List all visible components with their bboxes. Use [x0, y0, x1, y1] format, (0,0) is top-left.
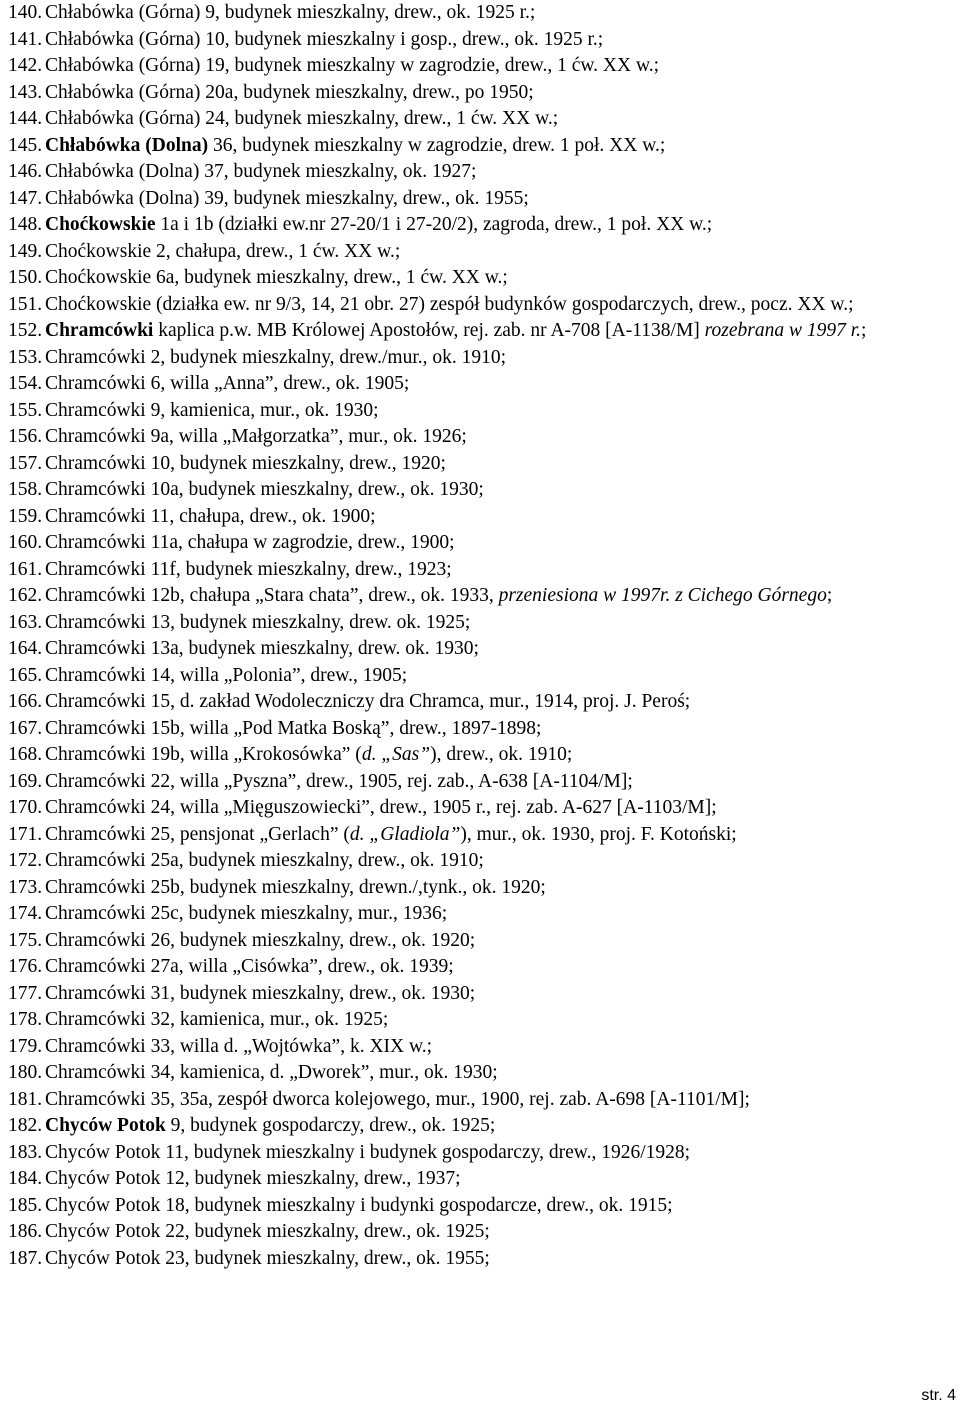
item-number: 160. [8, 532, 43, 553]
item-number: 186. [8, 1221, 43, 1242]
list-item [8, 1193, 958, 1220]
item-text: Chramcówki 2, budynek mieszkalny, drew./mur., ok. 1910; [45, 346, 507, 368]
item-text: Chramcówki 31, budynek mieszkalny, drew., ok. 1930; [45, 982, 476, 1004]
item-text: Choćkowskie 2, chałupa, drew., 1 ćw. XX w.; [45, 240, 401, 262]
item-number: 172. [8, 850, 43, 871]
item-text: ), mur., ok. 1930, proj. F. Kotoński; [460, 823, 737, 845]
item-text: Chramcówki 22, willa „Pyszna”, drew., 1905, rej. zab., A-638 [A-1104/M]; [45, 770, 633, 792]
entry-list [8, 0, 958, 1272]
list-item [8, 530, 958, 557]
list-item [8, 159, 958, 186]
list-item [8, 398, 958, 425]
item-number: 185. [8, 1194, 43, 1216]
item-text: Chramcówki 13a, budynek mieszkalny, drew. ok. 1930; [45, 638, 479, 659]
item-number: 148. [8, 214, 43, 235]
item-text: Chramcówki 35, 35a, zespół dworca kolejowego, mur., 1900, rej. zab. A-698 [A-1101/M]; [45, 1088, 750, 1110]
item-text: Chłabówka (Górna) 10, budynek mieszkalny i gosp., drew., ok. 1925 r.; [45, 28, 604, 50]
item-text: Chramcówki 32, kamienica, mur., ok. 1925; [45, 1009, 389, 1030]
list-item [8, 265, 958, 292]
item-text: Chyców Potok 22, budynek mieszkalny, drew., ok. 1925; [45, 1221, 490, 1242]
item-number: 162. [8, 585, 43, 606]
list-item [8, 954, 958, 981]
list-item [8, 477, 958, 504]
item-text: Chramcówki 12b, chałupa „Stara chata”, drew., ok. 1933, [45, 585, 499, 606]
item-number: 173. [8, 876, 43, 898]
item-number: 154. [8, 373, 43, 394]
list-item [8, 742, 958, 769]
list-item [8, 239, 958, 266]
list-item [8, 292, 958, 319]
item-number: 169. [8, 770, 43, 792]
item-text: Chramcówki 6, willa „Anna”, drew., ok. 1905; [45, 373, 410, 394]
item-text: Chramcówki 13, budynek mieszkalny, drew. ok. 1925; [45, 611, 471, 633]
item-text: Chyców Potok 18, budynek mieszkalny i budynki gospodarcze, drew., ok. 1915; [45, 1194, 673, 1216]
list-item [8, 1246, 958, 1273]
list-item [8, 663, 958, 690]
list-item [8, 27, 958, 54]
list-item [8, 636, 958, 663]
item-number: 143. [8, 81, 43, 103]
list-item [8, 212, 958, 239]
list-item [8, 901, 958, 928]
item-number: 178. [8, 1009, 43, 1030]
list-item [8, 928, 958, 955]
list-item [8, 133, 958, 160]
list-item [8, 1166, 958, 1193]
list-item [8, 345, 958, 372]
item-number: 167. [8, 717, 43, 739]
item-text: Chramcówki 33, willa d. „Wojtówka”, k. XIX w.; [45, 1035, 433, 1057]
item-heading: Chramcówki [45, 320, 154, 341]
item-number: 145. [8, 134, 43, 156]
item-text: Chramcówki 27a, willa „Cisówka”, drew., ok. 1939; [45, 956, 454, 977]
item-number: 166. [8, 691, 43, 712]
item-text: 9, budynek gospodarczy, drew., ok. 1925; [165, 1115, 496, 1136]
item-number: 140. [8, 2, 43, 23]
item-text: Chramcówki 19b, willa „Krokosówka” ( [45, 744, 362, 765]
list-item [8, 1060, 958, 1087]
list-item [8, 610, 958, 637]
item-text: Choćkowskie 6a, budynek mieszkalny, drew., 1 ćw. XX w.; [45, 267, 508, 288]
item-text: Chramcówki 24, willa „Mięguszowiecki”, drew., 1905 r., rej. zab. A-627 [A-1103/M]; [45, 797, 717, 818]
item-note: d. „Sas” [361, 744, 431, 765]
item-heading: Chyców Potok [45, 1115, 166, 1136]
list-item [8, 769, 958, 796]
item-number: 157. [8, 452, 43, 474]
item-heading: Chłabówka (Dolna) [45, 134, 209, 156]
item-text: Chłabówka (Górna) 24, budynek mieszkalny, drew., 1 ćw. XX w.; [45, 108, 559, 129]
item-number: 174. [8, 903, 43, 924]
item-number: 182. [8, 1115, 43, 1136]
item-text: Chramcówki 25b, budynek mieszkalny, drewn./,tynk., ok. 1920; [45, 876, 546, 898]
item-number: 161. [8, 558, 43, 580]
item-text: 36, budynek mieszkalny w zagrodzie, drew. 1 poł. XX w.; [208, 134, 666, 156]
list-item [8, 1113, 958, 1140]
list-item [8, 106, 958, 133]
item-text: Chramcówki 11, chałupa, drew., ok. 1900; [45, 505, 376, 527]
item-text: Chramcówki 14, willa „Polonia”, drew., 1905; [45, 664, 408, 686]
item-number: 150. [8, 267, 43, 288]
item-number: 151. [8, 293, 43, 315]
list-item [8, 689, 958, 716]
item-number: 159. [8, 505, 43, 527]
item-text: Chłabówka (Górna) 9, budynek mieszkalny, drew., ok. 1925 r.; [45, 2, 536, 23]
list-item [8, 1034, 958, 1061]
item-text: Chramcówki 11a, chałupa w zagrodzie, drew., 1900; [45, 532, 455, 553]
item-text: ; [861, 320, 867, 341]
item-number: 146. [8, 161, 43, 182]
list-item [8, 53, 958, 80]
list-item [8, 716, 958, 743]
list-item [8, 1007, 958, 1034]
list-item [8, 981, 958, 1008]
list-item [8, 0, 958, 27]
item-number: 179. [8, 1035, 43, 1057]
item-text: Chramcówki 11f, budynek mieszkalny, drew., 1923; [45, 558, 452, 580]
item-text: Chyców Potok 23, budynek mieszkalny, drew., ok. 1955; [45, 1247, 490, 1269]
item-number: 155. [8, 399, 43, 421]
item-text: Chyców Potok 12, budynek mieszkalny, drew., 1937; [45, 1168, 461, 1189]
item-number: 164. [8, 638, 43, 659]
item-number: 165. [8, 664, 43, 686]
item-number: 177. [8, 982, 43, 1004]
list-item [8, 451, 958, 478]
list-item [8, 80, 958, 107]
item-number: 149. [8, 240, 43, 262]
item-text: Chłabówka (Górna) 19, budynek mieszkalny w zagrodzie, drew., 1 ćw. XX w.; [45, 55, 660, 76]
item-text: Choćkowskie (działka ew. nr 9/3, 14, 21 obr. 27) zespół budynków gospodarczych, drew., pocz. XX w.; [45, 293, 854, 315]
list-item [8, 371, 958, 398]
item-text: Chramcówki 9, kamienica, mur., ok. 1930; [45, 399, 379, 421]
list-item [8, 504, 958, 531]
item-note: d. „Gladiola” [349, 823, 461, 845]
item-heading: Choćkowskie [45, 214, 156, 235]
list-item [8, 822, 958, 849]
list-item [8, 186, 958, 213]
list-item [8, 318, 958, 345]
item-text: Chramcówki 10, budynek mieszkalny, drew., 1920; [45, 452, 446, 474]
page-number: str. 4 [921, 1387, 956, 1404]
item-number: 156. [8, 426, 43, 447]
item-text: Chramcówki 10a, budynek mieszkalny, drew., ok. 1930; [45, 479, 484, 500]
item-number: 180. [8, 1062, 43, 1083]
item-number: 163. [8, 611, 43, 633]
item-note: przeniesiona w 1997r. z Cichego Górnego [498, 585, 827, 606]
item-number: 158. [8, 479, 43, 500]
item-number: 183. [8, 1141, 43, 1163]
list-item [8, 1219, 958, 1246]
item-text: Chramcówki 34, kamienica, d. „Dworek”, mur., ok. 1930; [45, 1062, 498, 1083]
item-text: Chramcówki 25a, budynek mieszkalny, drew., ok. 1910; [45, 850, 484, 871]
item-number: 187. [8, 1247, 43, 1269]
item-text: Chłabówka (Dolna) 37, budynek mieszkalny, ok. 1927; [45, 161, 477, 182]
item-text: 1a i 1b (działki ew.nr 27-20/1 i 27-20/2), zagroda, drew., 1 poł. XX w.; [155, 214, 713, 235]
item-text: Chramcówki 26, budynek mieszkalny, drew., ok. 1920; [45, 929, 476, 951]
item-number: 175. [8, 929, 43, 951]
item-note: rozebrana w 1997 r. [704, 320, 862, 341]
item-number: 181. [8, 1088, 43, 1110]
list-item [8, 424, 958, 451]
item-text: Chłabówka (Górna) 20a, budynek mieszkalny, drew., po 1950; [45, 81, 534, 103]
item-number: 153. [8, 346, 43, 368]
item-number: 171. [8, 823, 43, 845]
item-number: 142. [8, 55, 43, 76]
item-number: 170. [8, 797, 43, 818]
item-number: 144. [8, 108, 43, 129]
item-text: Chramcówki 25c, budynek mieszkalny, mur., 1936; [45, 903, 448, 924]
item-text: ), drew., ok. 1910; [430, 744, 573, 765]
item-text: ; [826, 585, 833, 606]
item-text: Chramcówki 25, pensjonat „Gerlach” ( [45, 823, 350, 845]
item-text: Chłabówka (Dolna) 39, budynek mieszkalny, drew., ok. 1955; [45, 187, 529, 209]
list-item [8, 1087, 958, 1114]
list-item [8, 557, 958, 584]
item-text: kaplica p.w. MB Królowej Apostołów, rej. zab. nr A-708 [A-1138/M] [153, 320, 705, 341]
item-number: 152. [8, 320, 43, 341]
item-number: 176. [8, 956, 43, 977]
list-item [8, 848, 958, 875]
item-number: 184. [8, 1168, 43, 1189]
item-text: Chramcówki 9a, willa „Małgorzatka”, mur., ok. 1926; [45, 426, 467, 447]
list-item [8, 583, 958, 610]
list-item [8, 1140, 958, 1167]
item-number: 141. [8, 28, 43, 50]
list-item [8, 795, 958, 822]
item-number: 168. [8, 744, 43, 765]
list-item [8, 875, 958, 902]
item-text: Chyców Potok 11, budynek mieszkalny i budynek gospodarczy, drew., 1926/1928; [45, 1141, 691, 1163]
item-text: Chramcówki 15b, willa „Pod Matka Boską”, drew., 1897-1898; [45, 717, 542, 739]
item-text: Chramcówki 15, d. zakład Wodoleczniczy dra Chramca, mur., 1914, proj. J. Peroś; [45, 691, 691, 712]
item-number: 147. [8, 187, 43, 209]
